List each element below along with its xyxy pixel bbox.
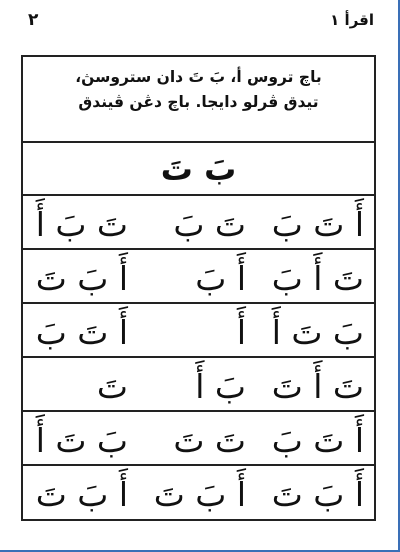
- letter-group: أَ تَ بَ: [271, 205, 364, 244]
- lesson-frame: [21, 55, 376, 521]
- page-number: ٢: [28, 10, 39, 30]
- practice-row: [23, 304, 374, 358]
- letter-group: أَ بَ تَ: [35, 259, 128, 298]
- practice-row: [23, 196, 374, 250]
- letter-group: بَ تَ أَ: [271, 313, 364, 352]
- practice-row: [23, 358, 374, 412]
- practice-row: [23, 412, 374, 466]
- letter-group: تَ بَ أَ: [35, 205, 128, 244]
- book-title: اقرأ ١: [330, 11, 374, 29]
- letter-group: أَ بَ تَ: [35, 475, 128, 514]
- letter-group: بَ أَ: [195, 367, 246, 406]
- instructions-box: [23, 57, 374, 143]
- instructions-line-2: تيدق ڤرلو دايجا. باچ دڠن ڤيندق: [78, 93, 319, 111]
- letter-group: أَ: [236, 313, 246, 352]
- letter-group: تَ: [96, 367, 128, 406]
- letter-group: أَ بَ: [195, 259, 246, 298]
- letter-group: بَ تَ أَ: [35, 421, 128, 460]
- lesson-title: بَ تَ: [23, 144, 374, 196]
- letter-group: أَ بَ تَ: [271, 475, 364, 514]
- practice-row: [23, 466, 374, 520]
- letter-group: تَ أَ بَ: [271, 259, 364, 298]
- practice-row: [23, 250, 374, 304]
- letter-group: تَ بَ: [173, 205, 246, 244]
- instructions-line-1: باچ تروس أ، بَ تَ دان ستروسڽ،: [75, 68, 322, 86]
- letter-group: أَ بَ تَ: [153, 475, 246, 514]
- letter-group: أَ تَ بَ: [271, 421, 364, 460]
- letter-group: تَ تَ: [173, 421, 246, 460]
- letter-group: تَ أَ تَ: [271, 367, 364, 406]
- page-header: [0, 6, 400, 36]
- letter-group: أَ تَ بَ: [35, 313, 128, 352]
